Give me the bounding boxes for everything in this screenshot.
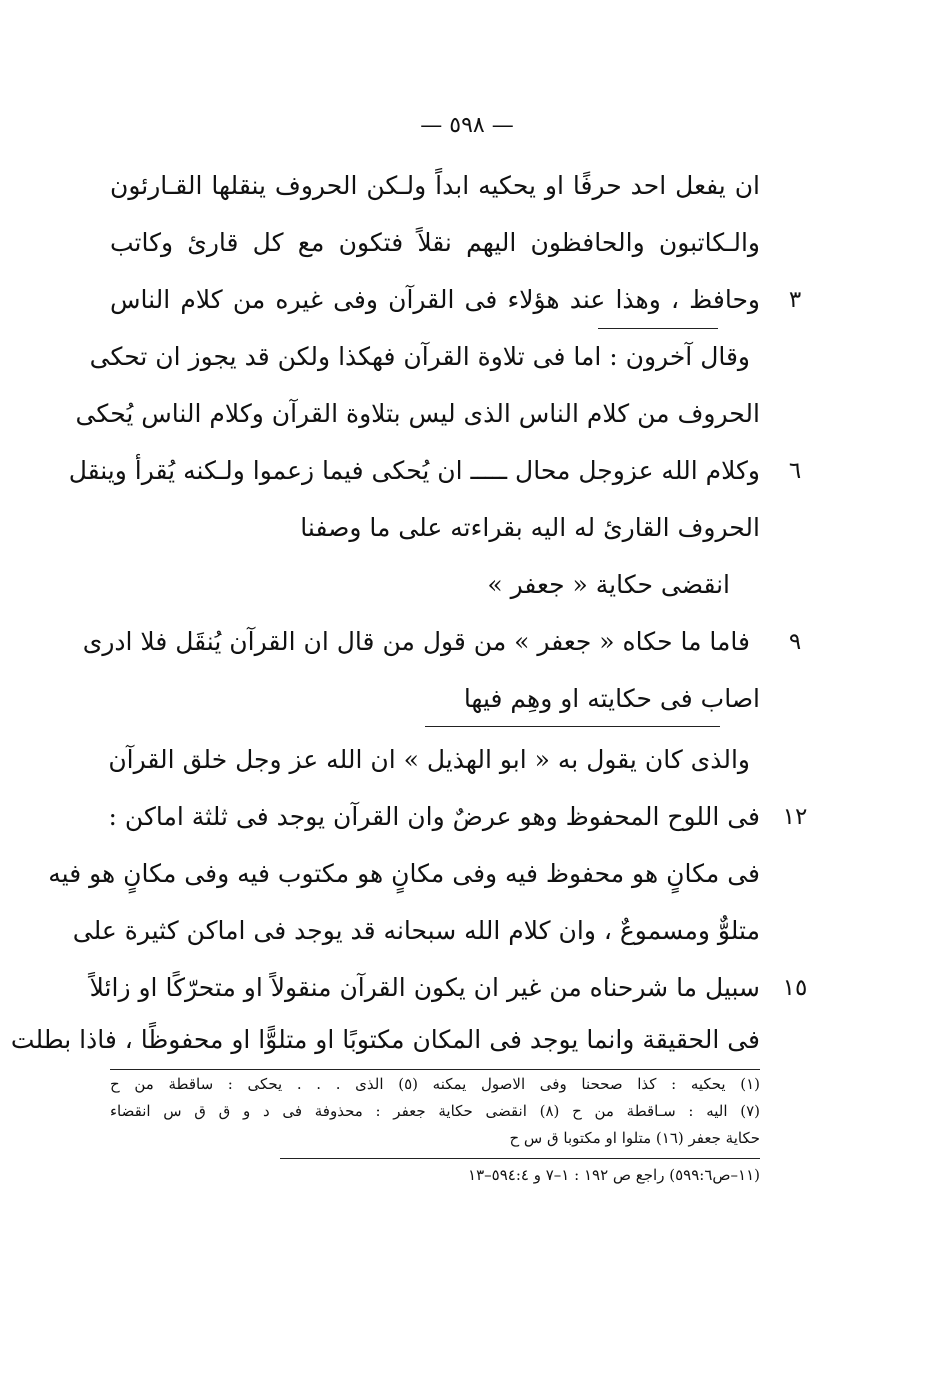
- text-line-3: وحافظ ، وهذا عند هؤلاء فى القرآن وفى غيره من كلام الناس: [110, 285, 760, 314]
- footnote-line-3: حكاية جعفر (١٦) متلوا او مكتوبا ق س ح: [509, 1129, 760, 1147]
- line-number: ١٥: [782, 975, 808, 1001]
- footnote-line-4: (١١–ص٥٩٩:٦) راجع ص ١٩٢ : ١–٧ و ٥٩٤:٤–١٣: [468, 1166, 760, 1184]
- footnote-line-1: (١) يحكيه : كذا صححنا وفى الاصول يمكنه (٥) الذى . . . يحكى : ساقطة من ح: [110, 1075, 760, 1093]
- footnote-rule: [280, 1158, 760, 1159]
- line-number: ١٢: [782, 804, 808, 830]
- page-number: — ٥٩٨ —: [420, 113, 514, 138]
- text-line-4: وقال آخرون : اما فى تلاوة القرآن فهكذا ولكن قد يجوز ان تحكى: [89, 342, 750, 371]
- text-line-12: فى اللوح المحفوظ وهو عرضٌ وان القرآن يوجد فى ثلثة اماكن :: [108, 802, 760, 831]
- text-line-9: فاما ما حكاه « جعفر » من قول من قال ان القرآن يُنقَل فلا ادرى: [82, 627, 750, 656]
- line-number: ٦: [788, 458, 802, 484]
- text-line-1: ان يفعل احد حرفًا او يحكيه ابداً ولـكن الحروف ينقلها القـارئون: [110, 171, 760, 200]
- line-number: ٣: [788, 287, 802, 313]
- text-line-8: انقضى حكاية « جعفر »: [487, 570, 730, 599]
- text-line-6: وكلام الله عزوجل محال ـــــ ان يُحكى فيما زعموا ولـكنه يُقرأ وينقل: [68, 456, 760, 485]
- footnote-separator: [110, 1069, 760, 1070]
- section-rule: [598, 328, 718, 329]
- text-line-13: فى مكانٍ هو محفوظ فيه وفى مكانٍ هو مكتوب فيه وفى مكانٍ هو فيه: [48, 859, 760, 888]
- footnote-line-2: (٧) اليه : سـاقطة من ح (٨) انقضى حكاية جعفر : محذوفة فى د و ق ق س انقضاء: [110, 1102, 761, 1120]
- text-line-11: والذى كان يقول به « ابو الهذيل » ان الله عز وجل خلق القرآن: [108, 745, 750, 774]
- line-number: ٩: [788, 629, 802, 655]
- text-line-15: سبيل ما شرحناه من غير ان يكون القرآن منقولاً او متحرّكًا او زائلاً: [89, 973, 760, 1002]
- text-line-10: اصاب فى حكايته او وهِم فيها: [463, 684, 760, 713]
- text-line-7: الحروف القارئ له اليه بقراءته على ما وصفنا: [300, 513, 760, 542]
- text-line-2: والـكاتبون والحافظون اليهم نقلاً فتكون مع كل قارئ وكاتب: [110, 228, 760, 257]
- text-line-5: الحروف من كلام الناس الذى ليس بتلاوة القرآن وكلام الناس يُحكى: [75, 399, 760, 428]
- section-rule: [425, 726, 720, 727]
- text-line-16: فى الحقيقة وانما يوجد فى المكان مكتوبًا او متلوًّا او محفوظًا ، فاذا بطلت: [10, 1025, 760, 1054]
- text-line-14: متلوٌّ ومسموعٌ ، وان كلام الله سبحانه قد يوجد فى اماكن كثيرة على: [72, 916, 760, 945]
